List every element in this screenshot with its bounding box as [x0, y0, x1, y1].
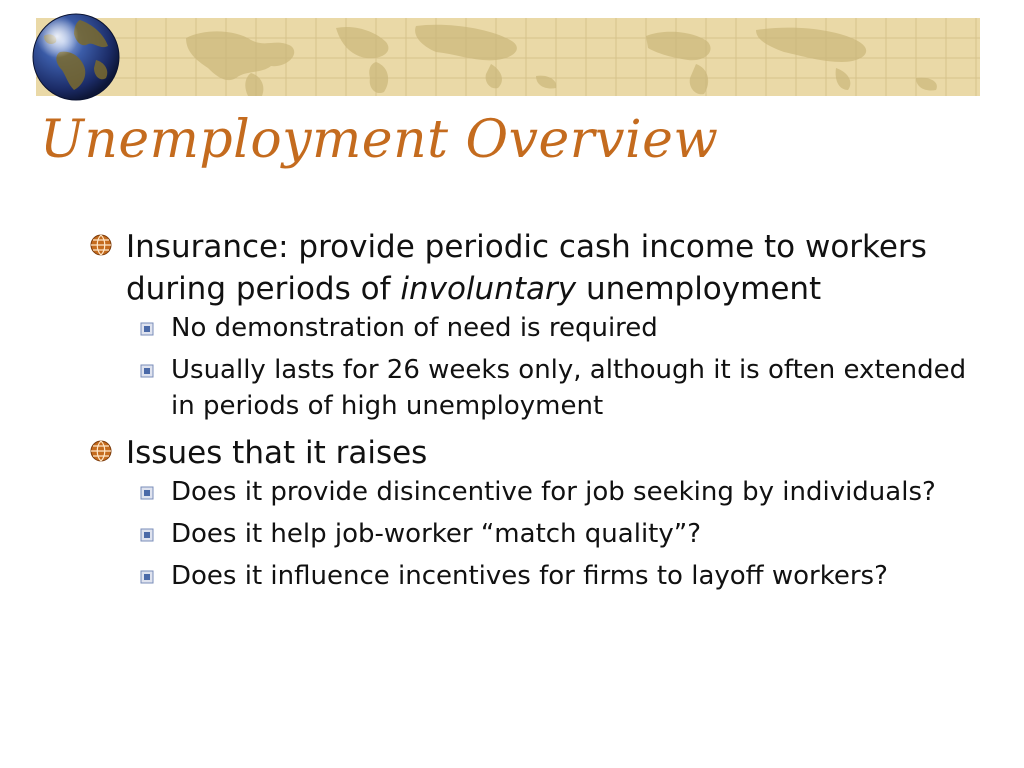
square-bullet-icon — [140, 570, 154, 584]
subbullet-text: No demonstration of need is required — [171, 313, 658, 343]
header-map-banner — [36, 18, 980, 96]
bullet-text: Issues that it raises — [126, 435, 428, 471]
bullet-emphasis: involuntary — [400, 271, 577, 307]
subbullet-match-quality — [88, 516, 988, 552]
square-bullet-icon — [140, 364, 154, 378]
subbullet-text: Does it help job-worker “match quality”? — [171, 519, 702, 549]
subbullet-text: Does it influence incentives for firms to layoff workers? — [171, 561, 888, 591]
square-bullet-icon — [140, 528, 154, 542]
subbullet-layoff — [88, 558, 988, 594]
square-bullet-icon — [140, 486, 154, 500]
subbullet-text: Usually lasts for 26 weeks only, although it is often extended in periods of high unemployment — [171, 355, 967, 421]
bullet-item-issues — [88, 432, 988, 474]
globe-icon — [30, 12, 122, 102]
square-bullet-icon — [140, 322, 154, 336]
bullet-text: Insurance: provide periodic cash income to workers during periods of — [126, 229, 927, 307]
subbullet-text: Does it provide disincentive for job seeking by individuals? — [171, 477, 936, 507]
globe-bullet-icon — [88, 232, 114, 258]
bullet-text-end: unemployment — [576, 271, 822, 307]
page-title: Unemployment Overview — [40, 110, 719, 170]
bullet-item-insurance — [88, 226, 988, 310]
subbullet-need — [88, 310, 988, 346]
bullet-list — [88, 222, 988, 594]
subbullet-disincentive — [88, 474, 988, 510]
globe-bullet-icon — [88, 438, 114, 464]
subbullet-duration — [88, 352, 988, 424]
